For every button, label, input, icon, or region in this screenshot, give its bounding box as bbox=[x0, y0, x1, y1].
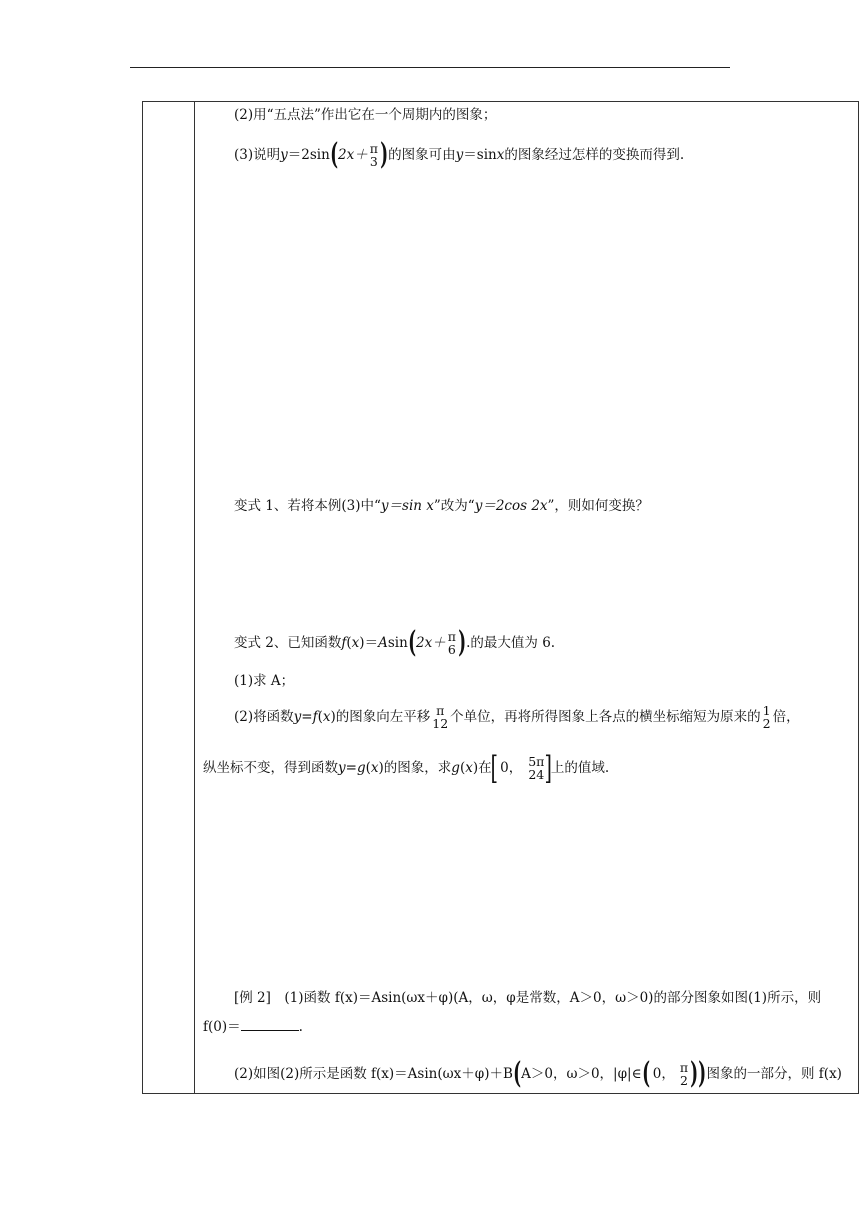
frac-numerator: π bbox=[447, 629, 456, 644]
fraction-pi-over-6 bbox=[447, 630, 457, 656]
left-bracket: [ bbox=[490, 749, 498, 787]
v22-x: x bbox=[322, 709, 331, 725]
v1-a: 变式 1、若将本例(3)中“ bbox=[234, 498, 381, 514]
v2-inner: 2x＋ bbox=[415, 635, 446, 651]
q3-inner: 2x＋ bbox=[338, 147, 368, 163]
q3-y: y bbox=[280, 147, 288, 163]
frac-numerator: π bbox=[369, 141, 378, 156]
interval-start: 0， bbox=[500, 760, 523, 776]
v22b-in: )在 bbox=[472, 760, 492, 776]
v22b-g: g bbox=[356, 760, 366, 776]
frac-numerator: π bbox=[679, 1060, 689, 1075]
q3-end: 的图象经过怎样的变换而得到. bbox=[504, 147, 685, 163]
v2-f: f bbox=[341, 635, 347, 651]
example-2-part-1 bbox=[234, 989, 821, 1007]
v1-e: ”，则如何变换？ bbox=[547, 498, 649, 514]
frac-denominator: 3 bbox=[369, 154, 378, 169]
right-paren: ) bbox=[458, 625, 466, 660]
question-part-2 bbox=[234, 106, 496, 124]
frac-numerator: 5π bbox=[528, 754, 545, 769]
v2-end: .的最大值为 6. bbox=[466, 635, 556, 651]
v22b-eq: = bbox=[345, 760, 357, 776]
variant-2-part-1 bbox=[234, 672, 294, 690]
v2-A: A bbox=[378, 635, 388, 651]
variant-2 bbox=[234, 625, 556, 660]
v1-b: y＝sin x bbox=[380, 498, 434, 514]
variant-1 bbox=[234, 497, 649, 515]
v22-a: (2)将函数 bbox=[234, 709, 294, 725]
q3-label: (3)说明 bbox=[234, 147, 281, 163]
v2-lp: ( bbox=[346, 635, 352, 651]
left-paren-inner: ( bbox=[641, 1056, 650, 1091]
v22b-a: 纵坐标不变，得到函数 bbox=[203, 760, 338, 776]
frac-denominator: 6 bbox=[447, 642, 456, 657]
variant-2-part-2 bbox=[234, 704, 800, 730]
q3-func: ＝2sin bbox=[287, 147, 330, 163]
v22b-lp: ( bbox=[365, 760, 371, 776]
v22b-x: x bbox=[370, 760, 379, 776]
interval-start: 0， bbox=[652, 1066, 675, 1082]
ex2-2-a: (2)如图(2)所示是函数 f(x)＝Asin(ωx＋φ)＋B bbox=[234, 1066, 513, 1082]
v22b-g2: g bbox=[451, 760, 460, 776]
frac-numerator: π bbox=[436, 703, 445, 718]
frac-denominator: 2 bbox=[762, 716, 771, 731]
fraction-5pi-over-24 bbox=[527, 755, 545, 781]
fraction-pi-over-3 bbox=[369, 142, 379, 168]
v22-h: 个单位，再将所得图象上各点的横坐标缩短为原来的 bbox=[450, 709, 761, 725]
v22-f: f bbox=[312, 709, 318, 725]
table-column-divider bbox=[194, 101, 195, 1094]
v22-eq: = bbox=[301, 709, 313, 725]
v22-y: y bbox=[293, 709, 302, 725]
q3-mid: 的图象可由 bbox=[388, 147, 456, 163]
right-paren: ) bbox=[380, 137, 388, 172]
right-bracket: ] bbox=[544, 749, 553, 787]
v1-c: ”改为“ bbox=[433, 498, 475, 514]
ex2-1-f0: f(0)＝ bbox=[203, 1019, 241, 1035]
fraction-pi-over-2 bbox=[679, 1061, 689, 1087]
frac-denominator: 12 bbox=[432, 716, 449, 731]
ex2-2-cond: A＞0，ω＞0，|φ|∈ bbox=[521, 1066, 642, 1082]
frac-denominator: 2 bbox=[680, 1073, 688, 1088]
v22-g: )的图象向左平移 bbox=[330, 709, 431, 725]
ex2-2-b: 图象的一部分，则 f(x) bbox=[706, 1066, 842, 1082]
right-paren-inner: ) bbox=[690, 1056, 699, 1091]
v22b-lp2: ( bbox=[459, 760, 466, 776]
v22b-mid: )的图象，求 bbox=[378, 760, 452, 776]
example-2-part-2 bbox=[234, 1056, 842, 1091]
v22b-x2: x bbox=[465, 760, 473, 776]
header-rule bbox=[130, 67, 730, 68]
v22b-end: 上的值域. bbox=[550, 760, 610, 776]
v22-lp: ( bbox=[317, 709, 323, 725]
fraction-one-half bbox=[762, 704, 772, 730]
content-table bbox=[142, 101, 859, 1094]
ex2-1-text: [例 2] (1)函数 f(x)＝Asin(ωx＋φ)(A，ω，φ是常数，A＞0，ω＞0)的部分图象如图(1)所示，则 bbox=[234, 990, 822, 1006]
answer-blank bbox=[241, 1018, 299, 1031]
right-paren: ) bbox=[698, 1056, 707, 1091]
left-paren: ( bbox=[407, 625, 416, 660]
v2-1-text: (1)求 A； bbox=[234, 673, 295, 689]
example-2-part-1-cont bbox=[203, 1018, 303, 1036]
frac-numerator: 1 bbox=[762, 703, 771, 718]
q3-y2: y bbox=[455, 147, 464, 163]
frac-denominator: 24 bbox=[528, 767, 545, 782]
left-paren: ( bbox=[513, 1056, 521, 1091]
question-part-3 bbox=[234, 137, 685, 172]
left-paren: ( bbox=[329, 137, 338, 172]
v22-i: 倍， bbox=[772, 709, 800, 725]
q3-sin: ＝sin bbox=[463, 147, 497, 163]
ex2-1-period: . bbox=[298, 1019, 303, 1035]
v2-a: 变式 2、已知函数 bbox=[234, 635, 342, 651]
v1-d: y＝2cos 2x bbox=[474, 498, 548, 514]
v2-sin: sin bbox=[387, 635, 408, 651]
q3-x: x bbox=[496, 147, 505, 163]
v22b-y: y bbox=[338, 760, 346, 776]
fraction-pi-over-12 bbox=[431, 704, 449, 730]
variant-2-part-2-cont bbox=[203, 749, 610, 787]
v2-x: x bbox=[351, 635, 360, 651]
v2-eq: )＝ bbox=[359, 635, 379, 651]
question-part-2-text: (2)用“五点法”作出它在一个周期内的图象； bbox=[234, 107, 497, 123]
